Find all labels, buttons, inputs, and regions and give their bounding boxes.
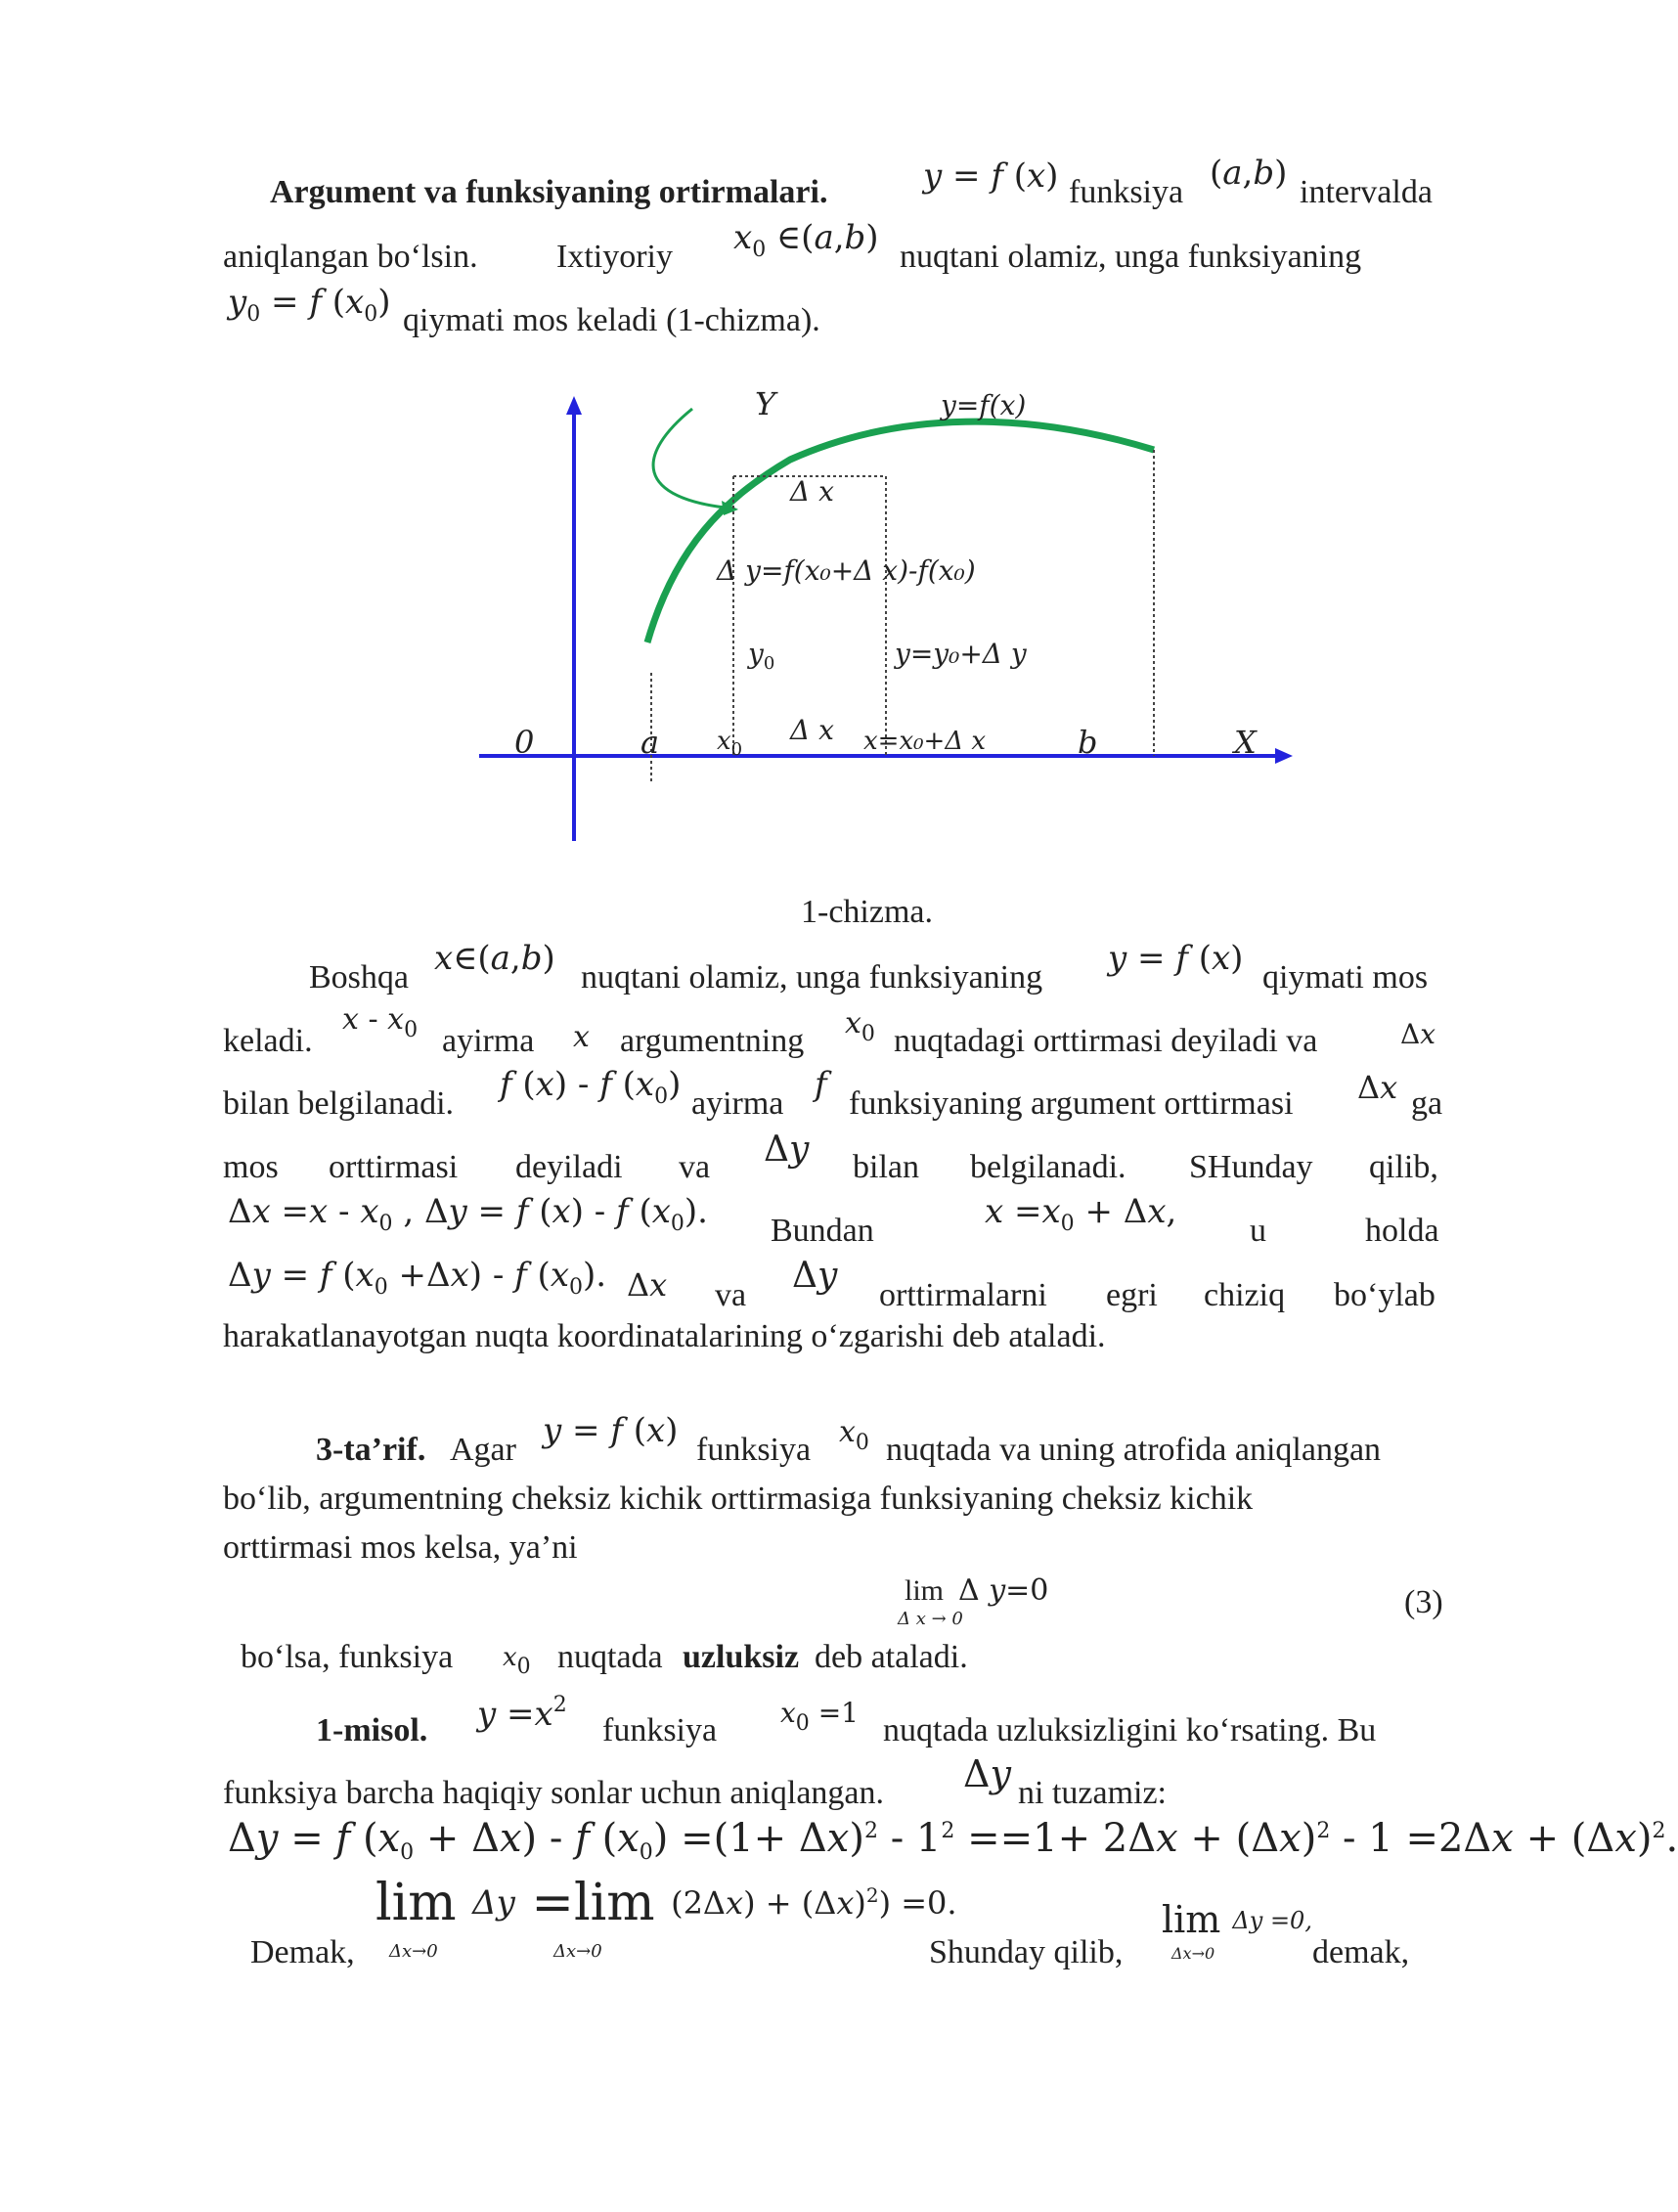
text: Boshqa (309, 959, 409, 995)
text: chiziq (1204, 1277, 1286, 1313)
function-curve (647, 421, 1154, 642)
label-origin: 0 (514, 724, 535, 761)
math-fx-minus-fx0: f (x) - f $(x_0)$ (500, 1065, 682, 1109)
math-dx-dy-def: $\Delta x =x - x_0$ , Δy = f (x) - f $(x_0)$. (228, 1192, 708, 1236)
limit-short: lim Δy =0, (1162, 1898, 1312, 1941)
figure-increment-diagram (0, 0, 1565, 880)
text: SHunday (1189, 1149, 1313, 1185)
text: nuqtada (557, 1639, 663, 1675)
math-main-computation: Δy = f $(x_0 + \Delta x) - f$ $(x_0) =(1+ \Delta x)^2 - 1^2 ==1+ 2\Delta x + (\Delta x)^2 - 1 =2\Delta x + (\Delta x)^2$. (228, 1816, 1678, 1865)
math-y-eq-fx: y = f (x) (1108, 939, 1244, 978)
text: bo‘lsa, funksiya (241, 1639, 454, 1675)
limit-subscript: Δ x → 0 (898, 1609, 963, 1629)
text: bilan belgilanadi. (223, 1085, 455, 1122)
text: funksiya barcha haqiqiy sonlar uchun aniqlangan. (223, 1775, 885, 1811)
limit-computation: lim Δy =lim $(2\Delta x) + (\Delta x)^2) =0$. (375, 1874, 957, 1932)
limit-subscript: Δx→0 (553, 1941, 602, 1962)
text: va (715, 1277, 747, 1313)
text: Bundan (771, 1213, 874, 1249)
math-x-eq-x0-dx: $x =x_0 + \Delta x$, (985, 1192, 1177, 1236)
text: qiymati mos keladi (1-chizma). (403, 302, 820, 338)
math-dy: Δy (792, 1256, 838, 1296)
text: egri (1106, 1277, 1158, 1313)
math-x0: $x_0$ (845, 1006, 875, 1046)
math-x-minus-x0: x - $x_0$ (342, 1002, 419, 1042)
example-title: 1-misol. (316, 1712, 428, 1748)
math-interval-ab: (a,b) (1210, 154, 1288, 193)
math-dx: Δx (1400, 1018, 1436, 1050)
text: belgilanadi. (970, 1149, 1126, 1185)
label-b: b (1078, 724, 1098, 761)
text: bilan (853, 1149, 919, 1185)
text: funksiyaning argument orttirmasi (849, 1085, 1294, 1122)
math-y-eq-x2: $y =x^2$ (477, 1693, 567, 1734)
text: ga (1411, 1085, 1443, 1122)
text: u (1250, 1213, 1266, 1249)
math-dy: Δy (764, 1129, 810, 1170)
figure-caption: 1-chizma. (801, 894, 933, 930)
math-x0-eq-1: $x_0 =1$ (780, 1697, 859, 1736)
text: funksiya (602, 1712, 718, 1748)
text: orttirmalarni (879, 1277, 1047, 1313)
label-x0: $x_0$ (717, 727, 743, 760)
text: deyiladi (515, 1149, 623, 1185)
text: nuqtada va uning atrofida aniqlangan (886, 1432, 1382, 1468)
text: harakatlanayotgan nuqta koordinatalarining o‘zgarishi deb ataladi. (223, 1318, 1106, 1354)
math-y-eq-fx: y = f (x) (543, 1411, 679, 1450)
math-x: x (573, 1020, 590, 1054)
math-dy: Δy (963, 1752, 1011, 1795)
math-x0-in-ab: $x_0$ ∈(a,b) (733, 218, 879, 262)
label-curve: y=f(x) (941, 389, 1027, 421)
text: demak, (1312, 1934, 1410, 1970)
text: bo‘ylab (1334, 1277, 1435, 1313)
limit-subscript: Δx→0 (389, 1941, 438, 1962)
text: nuqtada uzluksizligini ko‘rsating. Bu (883, 1712, 1377, 1748)
text: argumentning (620, 1023, 805, 1059)
text: nuqtani olamiz, unga funksiyaning (900, 239, 1362, 275)
pointer-arrow (653, 409, 733, 509)
text: bo‘lib, argumentning cheksiz kichik orttirmasiga funksiyaning cheksiz kichik (223, 1481, 1254, 1517)
text: qiymati mos (1262, 959, 1429, 995)
math-y-eq-fx: y = f (x) (923, 156, 1059, 196)
math-x-in-ab: x∈(a,b) (434, 939, 555, 978)
label-x-axis: X (1234, 724, 1257, 761)
equation-number: (3) (1404, 1584, 1443, 1620)
y-axis-arrow-icon (566, 396, 582, 415)
limit-subscript: Δx→0 (1171, 1944, 1215, 1963)
text: orttirmasi mos kelsa, ya’ni (223, 1529, 578, 1566)
text: qilib, (1369, 1149, 1438, 1185)
math-f: f (815, 1065, 827, 1104)
label-y-axis: Y (755, 385, 776, 422)
label-y: y=y₀+Δ y (895, 638, 1027, 670)
text: orttirmasi (329, 1149, 459, 1185)
label-dy: Δ y=f(x₀+Δ x)-f(x₀) (717, 554, 976, 587)
label-a: a (640, 724, 660, 761)
text: deb ataladi. (815, 1639, 968, 1675)
math-dx: Δx (627, 1266, 668, 1304)
label-dx-bottom: Δ x (790, 714, 834, 746)
text: keladi. (223, 1023, 313, 1059)
text: holda (1365, 1213, 1439, 1249)
math-dx: Δx (1357, 1069, 1398, 1106)
x-axis-arrow-icon (1275, 748, 1293, 764)
text: Shunday qilib, (929, 1934, 1124, 1970)
text: nuqtani olamiz, unga funksiyaning (581, 959, 1043, 995)
text: ni tuzamiz: (1018, 1775, 1168, 1811)
bold-term: uzluksiz (683, 1639, 800, 1675)
text: mos (223, 1149, 279, 1185)
math-y0-eq-fx0: $y_0 = f$ $(x_0)$ (228, 283, 391, 327)
section-title: Argument va funksiyaning ortirmalari. (270, 174, 828, 210)
math-dy-formula: Δy = f $(x_0 +\Delta x) - f$ $(x_0)$. (228, 1256, 607, 1300)
math-x0: $x_0$ (839, 1415, 869, 1455)
definition-title: 3-ta’rif. (316, 1432, 426, 1468)
math-x0: $x_0$ (503, 1643, 531, 1679)
limit-formula: lim Δ y=0 (905, 1573, 1049, 1608)
text: funksiya (1069, 174, 1184, 210)
text: va (679, 1149, 711, 1185)
text: Agar (450, 1432, 516, 1468)
text: funksiya (696, 1432, 812, 1468)
label-x: x=x₀+Δ x (863, 727, 987, 756)
text: Demak, (250, 1934, 355, 1970)
text: ayirma (442, 1023, 535, 1059)
text: Ixtiyoriy (556, 239, 673, 275)
label-dx-top: Δ x (790, 475, 834, 508)
text: aniqlangan bo‘lsin. (223, 239, 478, 275)
text: ayirma (691, 1085, 784, 1122)
label-y0: $y_0$ (748, 638, 775, 674)
text: intervalda (1300, 174, 1433, 210)
text: nuqtadagi orttirmasi deyiladi va (894, 1023, 1318, 1059)
